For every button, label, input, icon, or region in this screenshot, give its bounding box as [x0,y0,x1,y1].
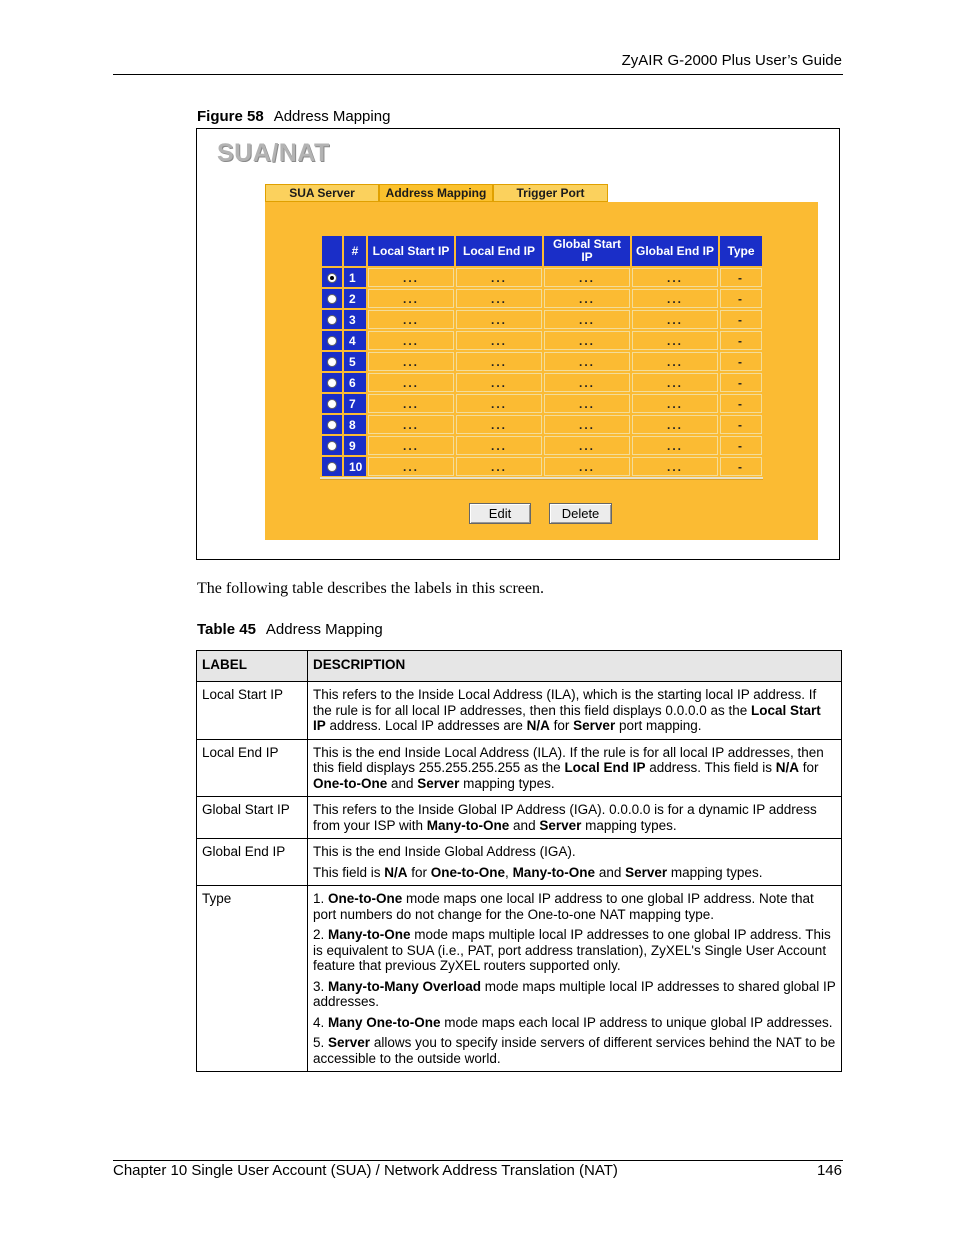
page-number: 146 [816,1162,842,1179]
rule-number: 7 [344,394,366,413]
select-radio-cell [322,352,342,371]
description-paragraph [313,1015,836,1031]
select-radio-cell [322,331,342,350]
local-start-ip-cell: ... [368,331,454,350]
mapping-row [322,331,762,350]
select-rule-radio[interactable] [327,315,337,325]
description-paragraph [313,927,836,974]
global-end-ip-cell: ... [632,394,718,413]
mapping-row [322,415,762,434]
text-run: 3. [313,978,329,994]
text-run: and [509,817,540,833]
row-description [308,839,842,886]
global-end-ip-cell: ... [632,331,718,350]
type-cell: - [720,436,762,455]
mapping-row [322,352,762,371]
column-header-global-start-ip: Global Start IP [544,236,630,266]
column-header-description: DESCRIPTION [308,651,842,682]
mapping-row [322,373,762,392]
bold-term: Many-to-One [426,817,510,833]
select-radio-cell [322,373,342,392]
local-end-ip-cell: ... [456,415,542,434]
intro-text: The following table describes the labels in this screen. [197,580,545,597]
mapping-header-row [322,236,762,266]
text-run: This refers to the Inside Global IP Address (IGA). 0.0.0.0 is for a dynamic IP address from your ISP with [313,802,817,833]
footer-chapter: Chapter 10 Single User Account (SUA) / Network Address Translation (NAT) [113,1162,618,1179]
rule-number: 3 [344,310,366,329]
text-run: This is the end Inside Local Address (ILA). If the rule is for all local IP addresses, then this field displays 255.255.255.255 as the [313,744,824,775]
local-start-ip-cell: ... [368,289,454,308]
text-run: This is the end Inside Global Address (IGA). [313,844,576,859]
bold-term: One-to-One [313,775,388,791]
bold-term: N/A [775,760,800,775]
select-rule-radio[interactable] [327,462,337,472]
local-start-ip-cell: ... [368,415,454,434]
tab-address-mapping[interactable]: Address Mapping [379,184,493,202]
bold-term: Local Start IP [313,702,821,733]
local-start-ip-cell: ... [368,394,454,413]
text-run: 2. [313,927,329,942]
select-rule-radio[interactable] [327,420,337,430]
select-rule-radio[interactable] [327,294,337,304]
text-run: for [549,718,574,733]
global-start-ip-cell: ... [544,331,630,350]
bold-term: N/A [526,718,550,733]
type-cell: - [720,310,762,329]
header-rule [113,74,843,75]
mapping-row [322,289,762,308]
type-cell: - [720,289,762,308]
bold-term: One-to-One [328,891,403,906]
column-header-num: # [344,236,366,266]
screen-title: SUA/NAT [217,139,330,167]
text-run: for [799,760,819,775]
text-run: mode maps multiple local IP addresses to one global IP address. This is equivalent to SUA (i.e., PAT, port address translation), ZyXEL's Single User Account feature that previous ZyXEL routers supported only. [313,927,831,973]
text-run: and [387,775,418,791]
description-paragraph [313,802,836,833]
global-end-ip-cell: ... [632,310,718,329]
rule-number: 8 [344,415,366,434]
description-paragraph [313,891,836,922]
global-start-ip-cell: ... [544,352,630,371]
desc-row [197,797,842,839]
row-description [308,682,842,740]
desc-row [197,886,842,1072]
bold-term: Many One-to-One [328,1014,441,1030]
column-header-global-end-ip: Global End IP [632,236,718,266]
local-end-ip-cell: ... [456,457,542,476]
mapping-row [322,394,762,413]
desc-row [197,682,842,740]
local-end-ip-cell: ... [456,289,542,308]
mapping-row [322,457,762,476]
type-cell: - [720,331,762,350]
figure-caption-text: Address Mapping [273,108,391,125]
local-end-ip-cell: ... [456,436,542,455]
text-run: mode maps multiple local IP addresses to shared global IP addresses. [313,978,836,1009]
select-rule-radio[interactable] [327,399,337,409]
bold-term: Server [328,1035,371,1050]
select-radio-cell [322,457,342,476]
local-start-ip-cell: ... [368,310,454,329]
global-end-ip-cell: ... [632,373,718,392]
global-start-ip-cell: ... [544,436,630,455]
text-run: mode maps each local IP address to unique global IP addresses. [440,1014,833,1030]
type-cell: - [720,373,762,392]
column-header-label: LABEL [197,651,308,682]
text-run: address. This field is [645,760,776,775]
global-start-ip-cell: ... [544,457,630,476]
desc-header-row [197,651,842,682]
bold-term: Server [539,817,582,833]
bold-term: Many-to-One [512,864,596,880]
table-caption [197,621,383,638]
desc-rows [197,682,842,1072]
select-radio-cell [322,310,342,329]
figure-caption [197,108,390,125]
bold-term: Server [625,864,668,880]
description-paragraph [313,687,836,734]
select-radio-cell [322,436,342,455]
column-header-local-end-ip: Local End IP [456,236,542,266]
table-label: Table 45 [197,621,256,638]
local-end-ip-cell: ... [456,331,542,350]
row-label: Local Start IP [197,682,308,740]
type-cell: - [720,415,762,434]
rule-number: 6 [344,373,366,392]
local-start-ip-cell: ... [368,268,454,287]
text-run: mapping types. [667,864,763,880]
rule-number: 2 [344,289,366,308]
global-end-ip-cell: ... [632,457,718,476]
table-caption-text: Address Mapping [265,621,383,638]
bold-term: One-to-One [430,864,506,880]
mapping-row [322,310,762,329]
select-radio-cell [322,289,342,308]
text-run: port mapping. [615,718,702,733]
global-start-ip-cell: ... [544,289,630,308]
delete-button[interactable]: Delete [549,503,612,524]
text-run: This field is [313,864,385,880]
global-start-ip-cell: ... [544,394,630,413]
global-end-ip-cell: ... [632,415,718,434]
global-end-ip-cell: ... [632,289,718,308]
local-end-ip-cell: ... [456,352,542,371]
local-start-ip-cell: ... [368,436,454,455]
global-start-ip-cell: ... [544,415,630,434]
select-rule-radio[interactable] [327,378,337,388]
select-rule-radio[interactable] [327,357,337,367]
text-run: and [595,864,626,880]
footer-rule [113,1160,843,1161]
row-label: Local End IP [197,739,308,797]
text-run: allows you to specify inside servers of different services behind the NAT to be accessible to the outside world. [313,1035,836,1066]
rule-number: 5 [344,352,366,371]
select-radio-cell [322,268,342,287]
select-column-header [322,236,342,266]
local-start-ip-cell: ... [368,373,454,392]
rule-number: 9 [344,436,366,455]
select-rule-radio[interactable] [327,441,337,451]
local-end-ip-cell: ... [456,268,542,287]
global-end-ip-cell: ... [632,352,718,371]
text-run: , [505,864,513,880]
bold-term: Many-to-One [328,927,411,942]
description-paragraph [313,844,836,860]
description-paragraph [313,1035,836,1066]
row-label: Type [197,886,308,1072]
row-description [308,797,842,839]
column-header-local-start-ip: Local Start IP [368,236,454,266]
bold-term: Server [573,718,616,733]
bold-term: Local End IP [564,760,646,775]
tab-trigger-port[interactable]: Trigger Port [493,184,608,202]
rule-number: 1 [344,268,366,287]
text-run: 1. [313,891,329,906]
type-cell: - [720,457,762,476]
figure-label: Figure 58 [197,108,264,125]
local-end-ip-cell: ... [456,373,542,392]
rule-number: 4 [344,331,366,350]
type-cell: - [720,352,762,371]
type-cell: - [720,394,762,413]
type-cell: - [720,268,762,287]
desc-row [197,839,842,886]
desc-row [197,739,842,797]
text-run: This refers to the Inside Local Address (ILA), which is the starting local IP address. If the rule is for all local IP addresses, then this field displays 0.0.0.0 as the [313,687,817,718]
local-start-ip-cell: ... [368,457,454,476]
row-label: Global Start IP [197,797,308,839]
text-run: 5. [313,1035,329,1050]
bold-term: Many-to-Many Overload [328,978,482,994]
local-end-ip-cell: ... [456,310,542,329]
text-run: address. Local IP addresses are [325,718,527,733]
running-header: ZyAIR G-2000 Plus User’s Guide [621,52,842,69]
mapping-row [322,268,762,287]
bold-term: N/A [384,864,408,880]
global-end-ip-cell: ... [632,436,718,455]
text-run: mapping types. [581,817,677,833]
global-start-ip-cell: ... [544,373,630,392]
column-header-type: Type [720,236,762,266]
text-run: for [407,864,431,880]
select-radio-cell [322,415,342,434]
row-label: Global End IP [197,839,308,886]
bold-term: Server [417,775,460,791]
tab-sua-server[interactable]: SUA Server [265,184,379,202]
text-run: 4. [313,1014,329,1030]
rule-number: 10 [344,457,366,476]
table-divider [320,477,763,480]
description-paragraph [313,979,836,1010]
row-description [308,739,842,797]
local-end-ip-cell: ... [456,394,542,413]
description-paragraph [313,745,836,792]
label-description-table [196,650,842,1072]
address-mapping-table [320,234,764,478]
edit-button[interactable]: Edit [469,503,531,524]
select-radio-cell [322,394,342,413]
text-run: mapping types. [459,775,555,791]
select-rule-radio[interactable] [327,336,337,346]
row-description [308,886,842,1072]
description-paragraph [313,865,836,881]
select-rule-radio[interactable] [327,273,337,283]
mapping-rows [322,268,762,476]
local-start-ip-cell: ... [368,352,454,371]
global-end-ip-cell: ... [632,268,718,287]
global-start-ip-cell: ... [544,310,630,329]
global-start-ip-cell: ... [544,268,630,287]
text-run: mode maps one local IP address to one global IP address. Note that port numbers do not change for the One-to-one NAT mapping type. [313,891,814,922]
mapping-row [322,436,762,455]
